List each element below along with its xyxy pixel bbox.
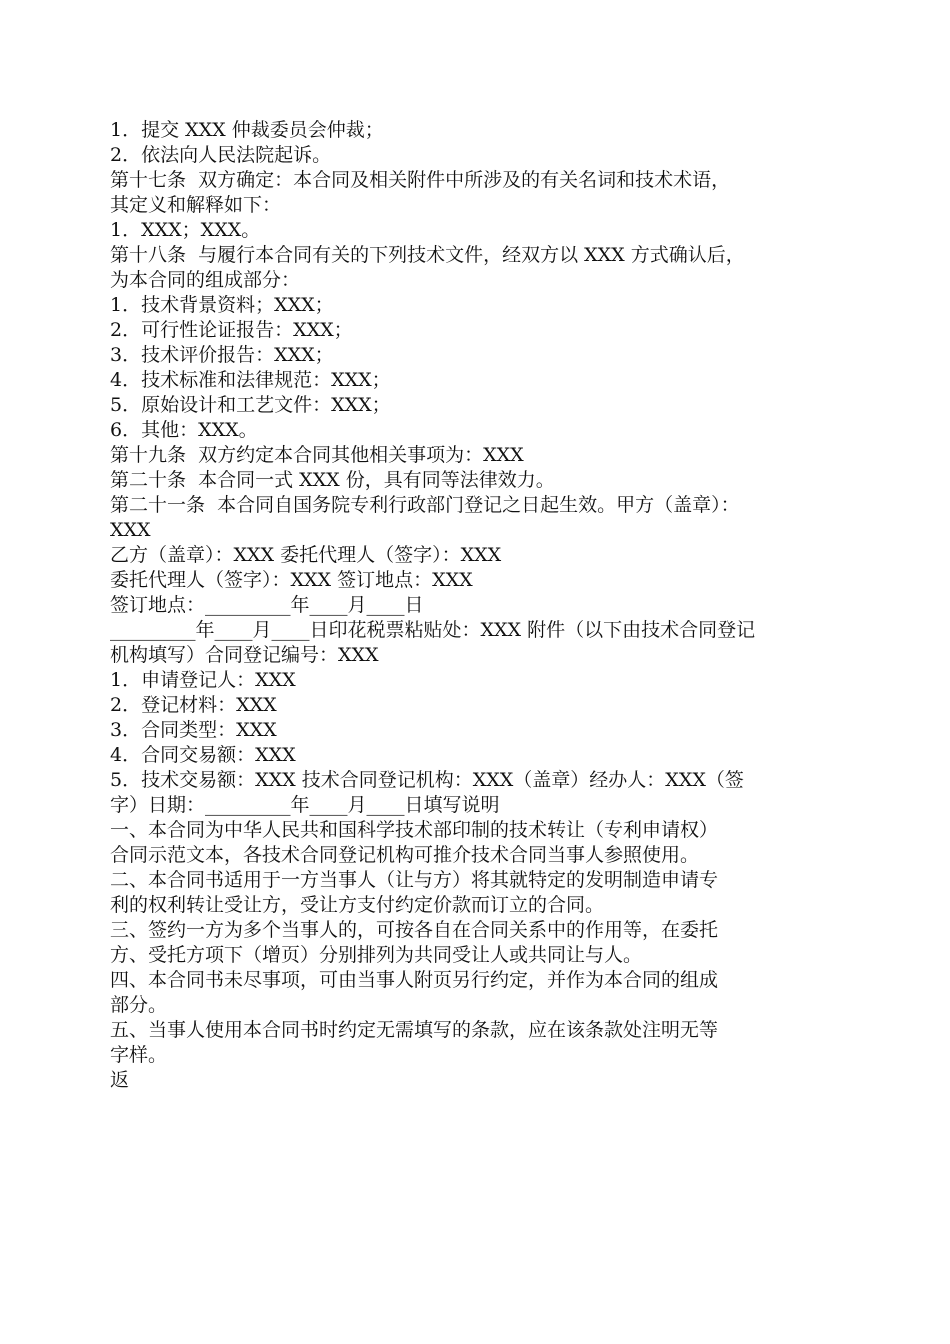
text-line: 四、本合同书未尽事项，可由当事人附页另行约定，并作为本合同的组成	[110, 969, 719, 991]
text-line: 第二十一条 本合同自国务院专利行政部门登记之日起生效。甲方（盖章）：	[110, 494, 740, 516]
text-line: 部分。	[110, 994, 168, 1016]
text-line: 字样。	[110, 1044, 168, 1066]
text-line: 第十八条 与履行本合同有关的下列技术文件，经双方以 XXX 方式确认后，	[110, 244, 745, 266]
text-line: _________年____月____日印花税票粘贴处：XXX 附件（以下由技术合同登记	[110, 619, 756, 641]
text-line: 6．其他：XXX。	[110, 419, 258, 441]
text-line: 2．登记材料：XXX	[110, 694, 277, 716]
text-line: 五、当事人使用本合同书时约定无需填写的条款，应在该条款处注明无等	[110, 1019, 719, 1041]
text-line: 乙方（盖章）：XXX 委托代理人（签字）：XXX	[110, 544, 502, 566]
text-line: 5．原始设计和工艺文件：XXX；	[110, 394, 391, 416]
text-line: 1．申请登记人：XXX	[110, 669, 296, 691]
text-line: 1．提交 XXX 仲裁委员会仲裁；	[110, 119, 384, 141]
text-line: 1．技术背景资料；XXX；	[110, 294, 334, 316]
text-line: 3．技术评价报告：XXX；	[110, 344, 334, 366]
document-body	[110, 118, 845, 1093]
text-line: 3．合同类型：XXX	[110, 719, 277, 741]
text-line: 签订地点：_________年____月____日	[110, 594, 424, 616]
text-line: 5．技术交易额：XXX 技术合同登记机构：XXX（盖章）经办人：XXX（签	[110, 769, 744, 791]
text-line: 2．依法向人民法院起诉。	[110, 144, 332, 166]
text-line: 利的权利转让受让方，受让方支付约定价款而订立的合同。	[110, 894, 605, 916]
text-line: 第十七条 双方确定：本合同及相关附件中所涉及的有关名词和技术术语，	[110, 169, 731, 191]
text-line: 机构填写）合同登记编号：XXX	[110, 644, 379, 666]
text-line: 委托代理人（签字）：XXX 签订地点：XXX	[110, 569, 473, 591]
text-line: 4．合同交易额：XXX	[110, 744, 296, 766]
text-line: 一、本合同为中华人民共和国科学技术部印制的技术转让（专利申请权）	[110, 819, 719, 841]
text-line: 1．XXX；XXX。	[110, 219, 261, 241]
text-line: 返	[110, 1069, 130, 1091]
text-line: 2．可行性论证报告：XXX；	[110, 319, 353, 341]
text-line: 第二十条 本合同一式 XXX 份，具有同等法律效力。	[110, 469, 555, 491]
text-line: 第十九条 双方约定本合同其他相关事项为：XXX	[110, 444, 524, 466]
text-line: 二、本合同书适用于一方当事人（让与方）将其就特定的发明制造申请专	[110, 869, 719, 891]
text-line: XXX	[110, 519, 151, 541]
text-line: 方、受托方项下（增页）分别排列为共同受让人或共同让与人。	[110, 944, 643, 966]
text-line: 其定义和解释如下：	[110, 194, 282, 216]
text-line: 为本合同的组成部分：	[110, 269, 301, 291]
text-line: 4．技术标准和法律规范：XXX；	[110, 369, 391, 391]
text-line: 合同示范文本，各技术合同登记机构可推介技术合同当事人参照使用。	[110, 844, 700, 866]
text-line: 字）日期：_________年____月____日填写说明	[110, 794, 500, 816]
text-line: 三、签约一方为多个当事人的，可按各自在合同关系中的作用等，在委托	[110, 919, 719, 941]
